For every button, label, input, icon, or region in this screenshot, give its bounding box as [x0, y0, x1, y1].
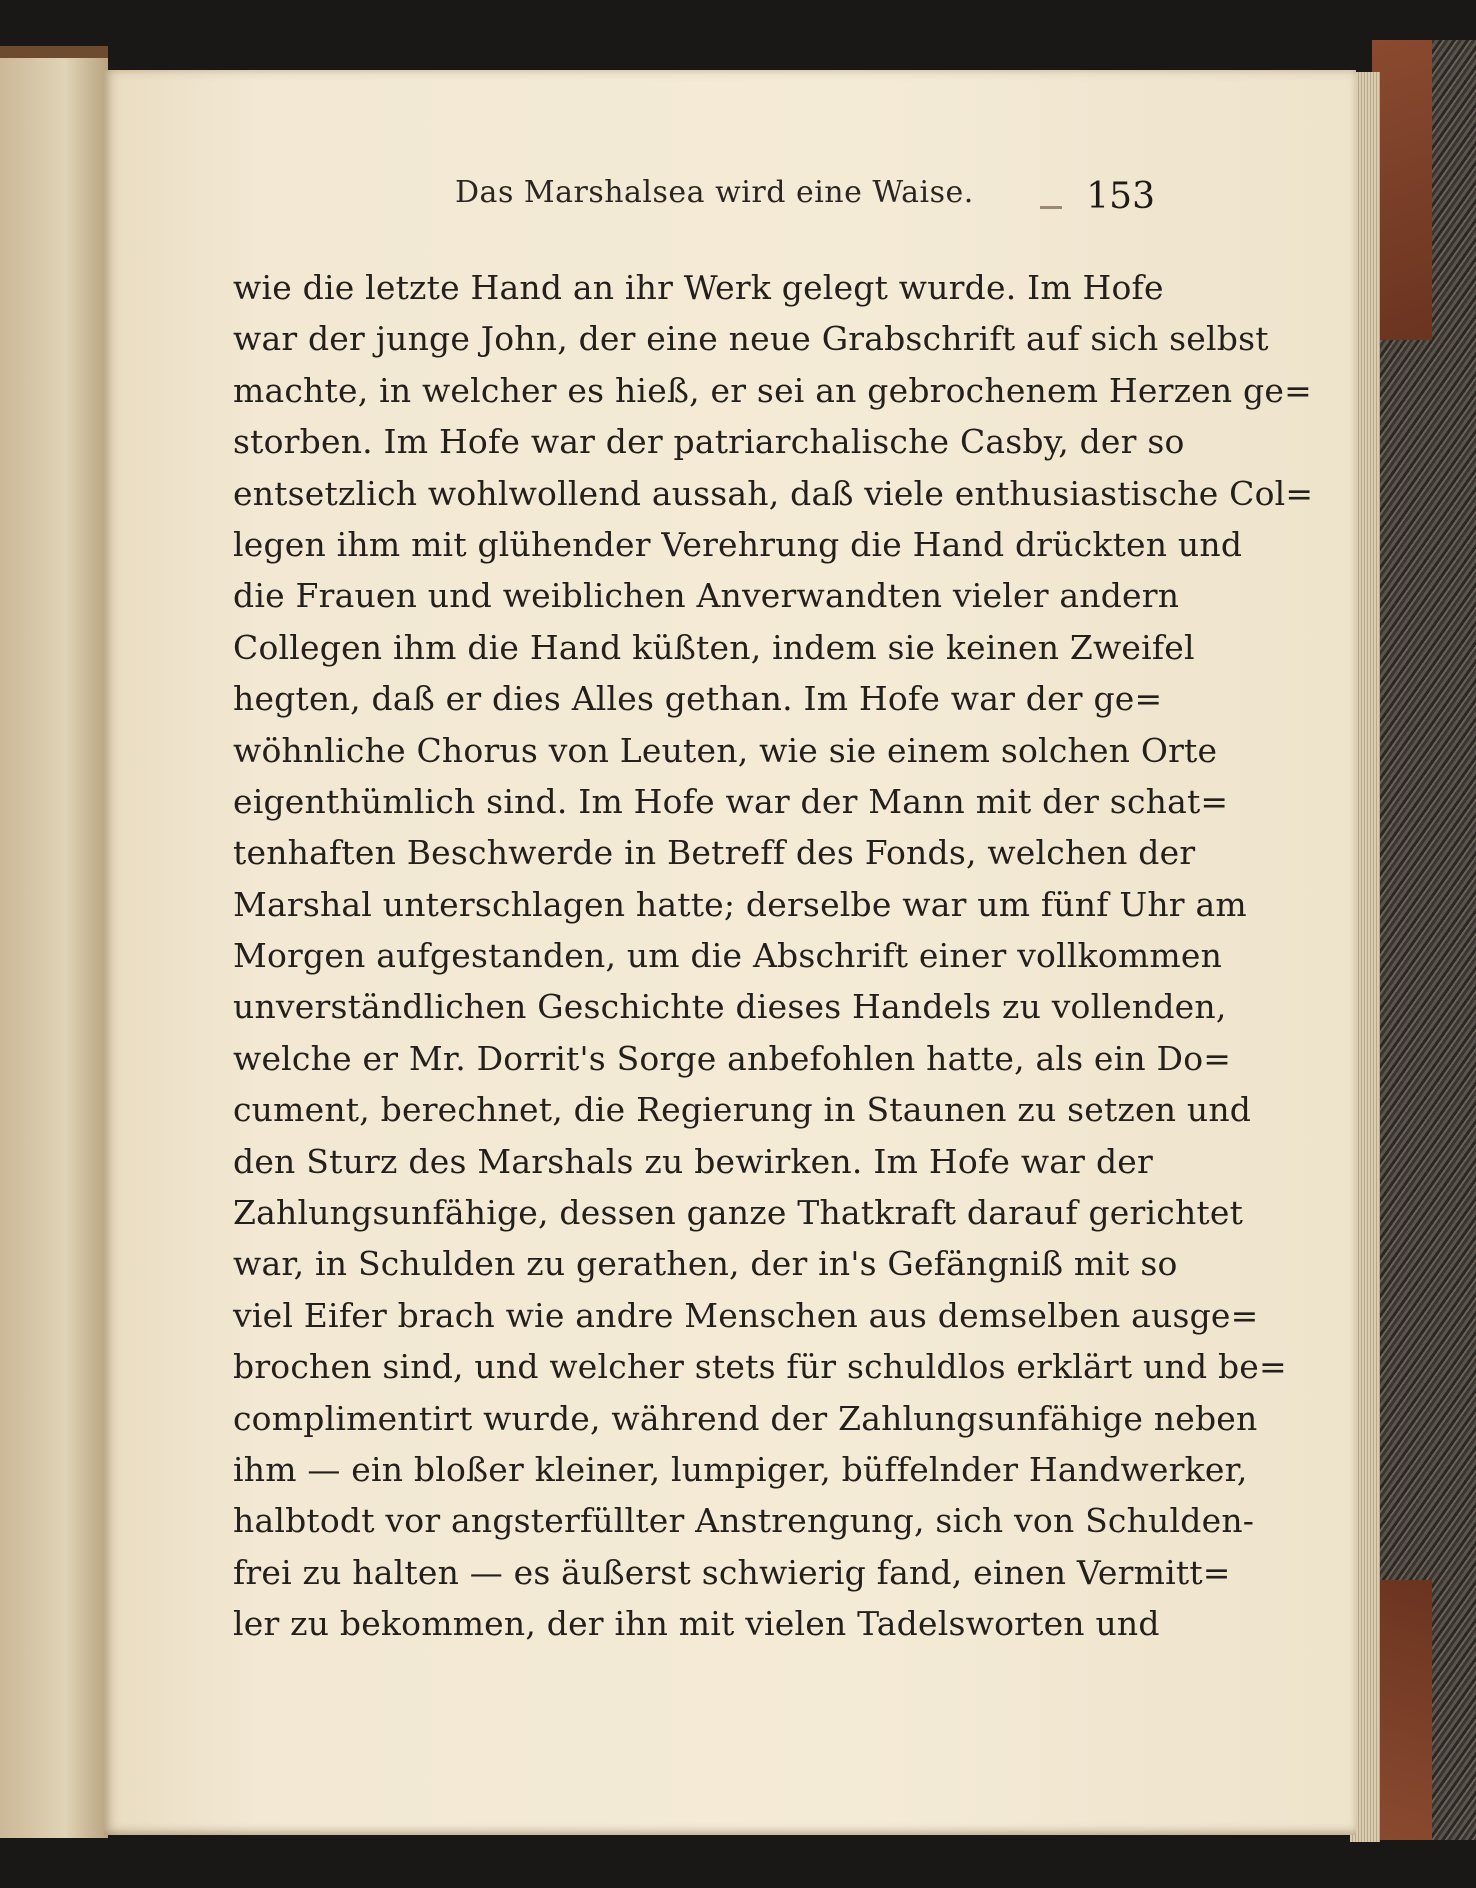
text-line: welche er Mr. Dorrit's Sorge anbefohlen hatte, als ein Do=	[233, 1038, 1232, 1078]
running-head: Das Marshalsea wird eine Waise.	[455, 175, 974, 210]
text-line: complimentirt wurde, während der Zahlungsunfähige neben	[233, 1398, 1258, 1438]
text-line: tenhaften Beschwerde in Betreff des Fonds, welchen der	[233, 833, 1196, 873]
text-line: halbtodt vor angsterfüllter Anstrengung, sich von Schulden-	[233, 1501, 1255, 1541]
text-line: unverständlichen Geschichte dieses Handels zu vollenden,	[233, 987, 1227, 1027]
text-line: legen ihm mit glühender Verehrung die Hand drückten und	[233, 524, 1243, 564]
text-line: war, in Schulden zu gerathen, der in's Gefängniß mit so	[233, 1244, 1178, 1284]
text-line: Zahlungsunfähige, dessen ganze Thatkraft darauf gerichtet	[233, 1193, 1244, 1233]
text-line: den Sturz des Marshals zu bewirken. Im Hofe war der	[233, 1141, 1153, 1181]
text-line: eigenthümlich sind. Im Hofe war der Mann mit der schat=	[233, 781, 1229, 821]
text-line: Morgen aufgestanden, um die Abschrift einer vollkommen	[233, 936, 1223, 976]
text-line: Collegen ihm die Hand küßten, indem sie keinen Zweifel	[233, 627, 1195, 667]
page-number: 153	[1086, 176, 1155, 217]
text-line: die Frauen und weiblichen Anverwandten vieler andern	[233, 576, 1180, 616]
text-line: wöhnliche Chorus von Leuten, wie sie einem solchen Orte	[233, 730, 1218, 770]
text-line: war der junge John, der eine neue Grabschrift auf sich selbst	[233, 319, 1269, 359]
text-line: ler zu bekommen, der ihn mit vielen Tadelsworten und	[233, 1604, 1160, 1644]
text-line: brochen sind, und welcher stets für schuldlos erklärt und be=	[233, 1347, 1287, 1387]
facing-page-edge	[0, 46, 108, 1838]
text-line: Marshal unterschlagen hatte; derselbe war um fünf Uhr am	[233, 884, 1247, 924]
text-line: storben. Im Hofe war der patriarchalische Casby, der so	[233, 422, 1185, 462]
text-line: entsetzlich wohlwollend aussah, daß viele enthusiastische Col=	[233, 473, 1314, 513]
text-line: cument, berechnet, die Regierung in Staunen zu setzen und	[233, 1090, 1252, 1130]
text-line: wie die letzte Hand an ihr Werk gelegt wurde. Im Hofe	[233, 268, 1164, 307]
text-line: machte, in welcher es hieß, er sei an gebrochenem Herzen ge=	[233, 370, 1312, 410]
book-cover-edge	[1372, 40, 1476, 1840]
text-line: frei zu halten — es äußerst schwierig fand, einen Vermitt=	[233, 1552, 1231, 1592]
text-line: hegten, daß er dies Alles gethan. Im Hofe war der ge=	[233, 679, 1163, 719]
text-line: ihm — ein bloßer kleiner, lumpiger, büffelnder Handwerker,	[233, 1449, 1248, 1489]
body-text	[233, 262, 1314, 1650]
header-dash	[1040, 206, 1062, 209]
text-line: viel Eifer brach wie andre Menschen aus demselben ausge=	[233, 1295, 1259, 1335]
